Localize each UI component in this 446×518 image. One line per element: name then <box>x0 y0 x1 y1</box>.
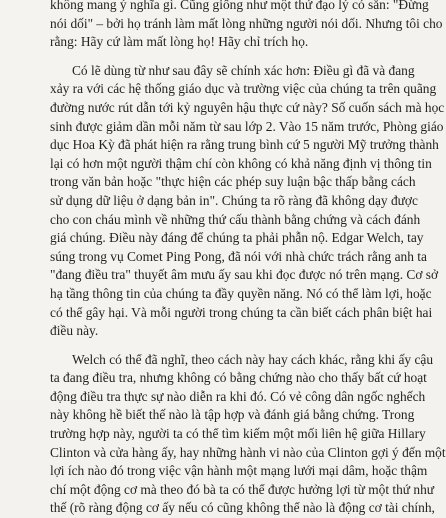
text-line: động điều tra thực sự nào diễn ra khi đó. Có vẻ công dân ngốc nghếch <box>50 388 426 404</box>
text-line: Clinton và cửa hàng ấy, hay những hành vi nào của Clinton gợi ý đến một <box>50 444 446 460</box>
paragraph-gap <box>50 341 380 351</box>
text-line: ta đang điều tra, nhưng không có bằng chứng nào cho thấy bất cứ hoạt <box>50 370 427 386</box>
text-line: dục Hoa Kỳ đã phát hiện ra rằng trung bình cứ 5 người Mỹ trưởng thành <box>50 137 439 153</box>
paragraph-2 <box>50 62 445 341</box>
page-text <box>50 0 446 518</box>
text-line: giá chúng. Điều này đáng để chúng ta phải phẫn nộ. Edgar Welch, tay <box>50 230 424 246</box>
text-line: trong văn bản hoặc "thực hiện các phép suy luận bậc thấp bằng cách <box>50 174 416 190</box>
paragraph-1 <box>50 0 443 52</box>
text-line: thế (rõ ràng động cơ ấy nếu có cũng không thể nào là động cơ tài chính, <box>50 500 435 516</box>
paragraph-gap <box>50 52 380 62</box>
text-line: sinh được giảm dần mỗi năm từ sau lớp 2. Vào 15 năm trước, Phòng giáo <box>50 118 444 134</box>
text-line: có thể gây hại. Và mỗi người trong chúng ta cần biết cách phân biệt hai <box>50 304 433 320</box>
text-line: đường nước rút dẫn tới kỷ nguyên hậu thực cứ này? Số cuốn sách mà học <box>50 99 445 115</box>
text-line: hạ tầng thông tin của chúng ta đầy quyền năng. Nó có thể làm lợi, hoặc <box>50 285 432 301</box>
text-line: không mang ý nghĩa gì. Cũng giống như một thứ đạo lý có sẵn: "Đừng <box>50 0 429 12</box>
text-line: cho con cháu mình về những thứ cấu thành bằng chứng và cách đánh <box>50 211 421 227</box>
text-line: "đang điều tra" thuyết âm mưu ấy sau khi đọc được nó trên mạng. Cơ sở <box>50 267 439 283</box>
text-line: nói dối" – bởi họ tránh làm mất lòng những người nói dối. Nhưng tôi cho <box>50 15 443 31</box>
text-line: sử dụng dữ liệu ở dạng bản in". Chúng ta rõ ràng đã không dạy được <box>50 192 418 208</box>
paragraph-3 <box>50 351 446 518</box>
text-line: chí một động cơ mà theo đó bà ta có thể được hưởng lợi từ một thứ như <box>50 481 435 497</box>
text-line: này không hề biết thế nào là tập hợp và đánh giá bằng chứng. Trong <box>50 407 415 423</box>
text-line: trường hợp này, người ta có thể tìm kiếm một mối liên hệ giữa Hillary <box>50 426 426 442</box>
text-line: súng trong vụ Comet Ping Pong, đã nói với nhà chức trách rằng anh ta <box>50 248 427 264</box>
text-line: lại có hơn một người thậm chí còn không có khả năng định vị thông tin <box>50 155 432 171</box>
text-line: lợi ích nào đó trong việc vận hành một mạng lưới mại dâm, hoặc thậm <box>50 463 428 479</box>
text-line: rằng: Hãy cứ làm mất lòng họ! Hãy chỉ trích họ. <box>50 34 309 50</box>
text-line: Có lẽ dùng từ như sau đây sẽ chính xác hơn: Điều gì đã và đang <box>72 62 415 78</box>
text-line: Welch có thể đã nghĩ, theo cách này hay cách khác, rằng khi ấy cậu <box>72 351 434 367</box>
text-line: điều này. <box>50 323 99 339</box>
text-line: xảy ra với các hệ thống giáo dục và trường việc của chúng ta trên quãng <box>50 81 437 97</box>
